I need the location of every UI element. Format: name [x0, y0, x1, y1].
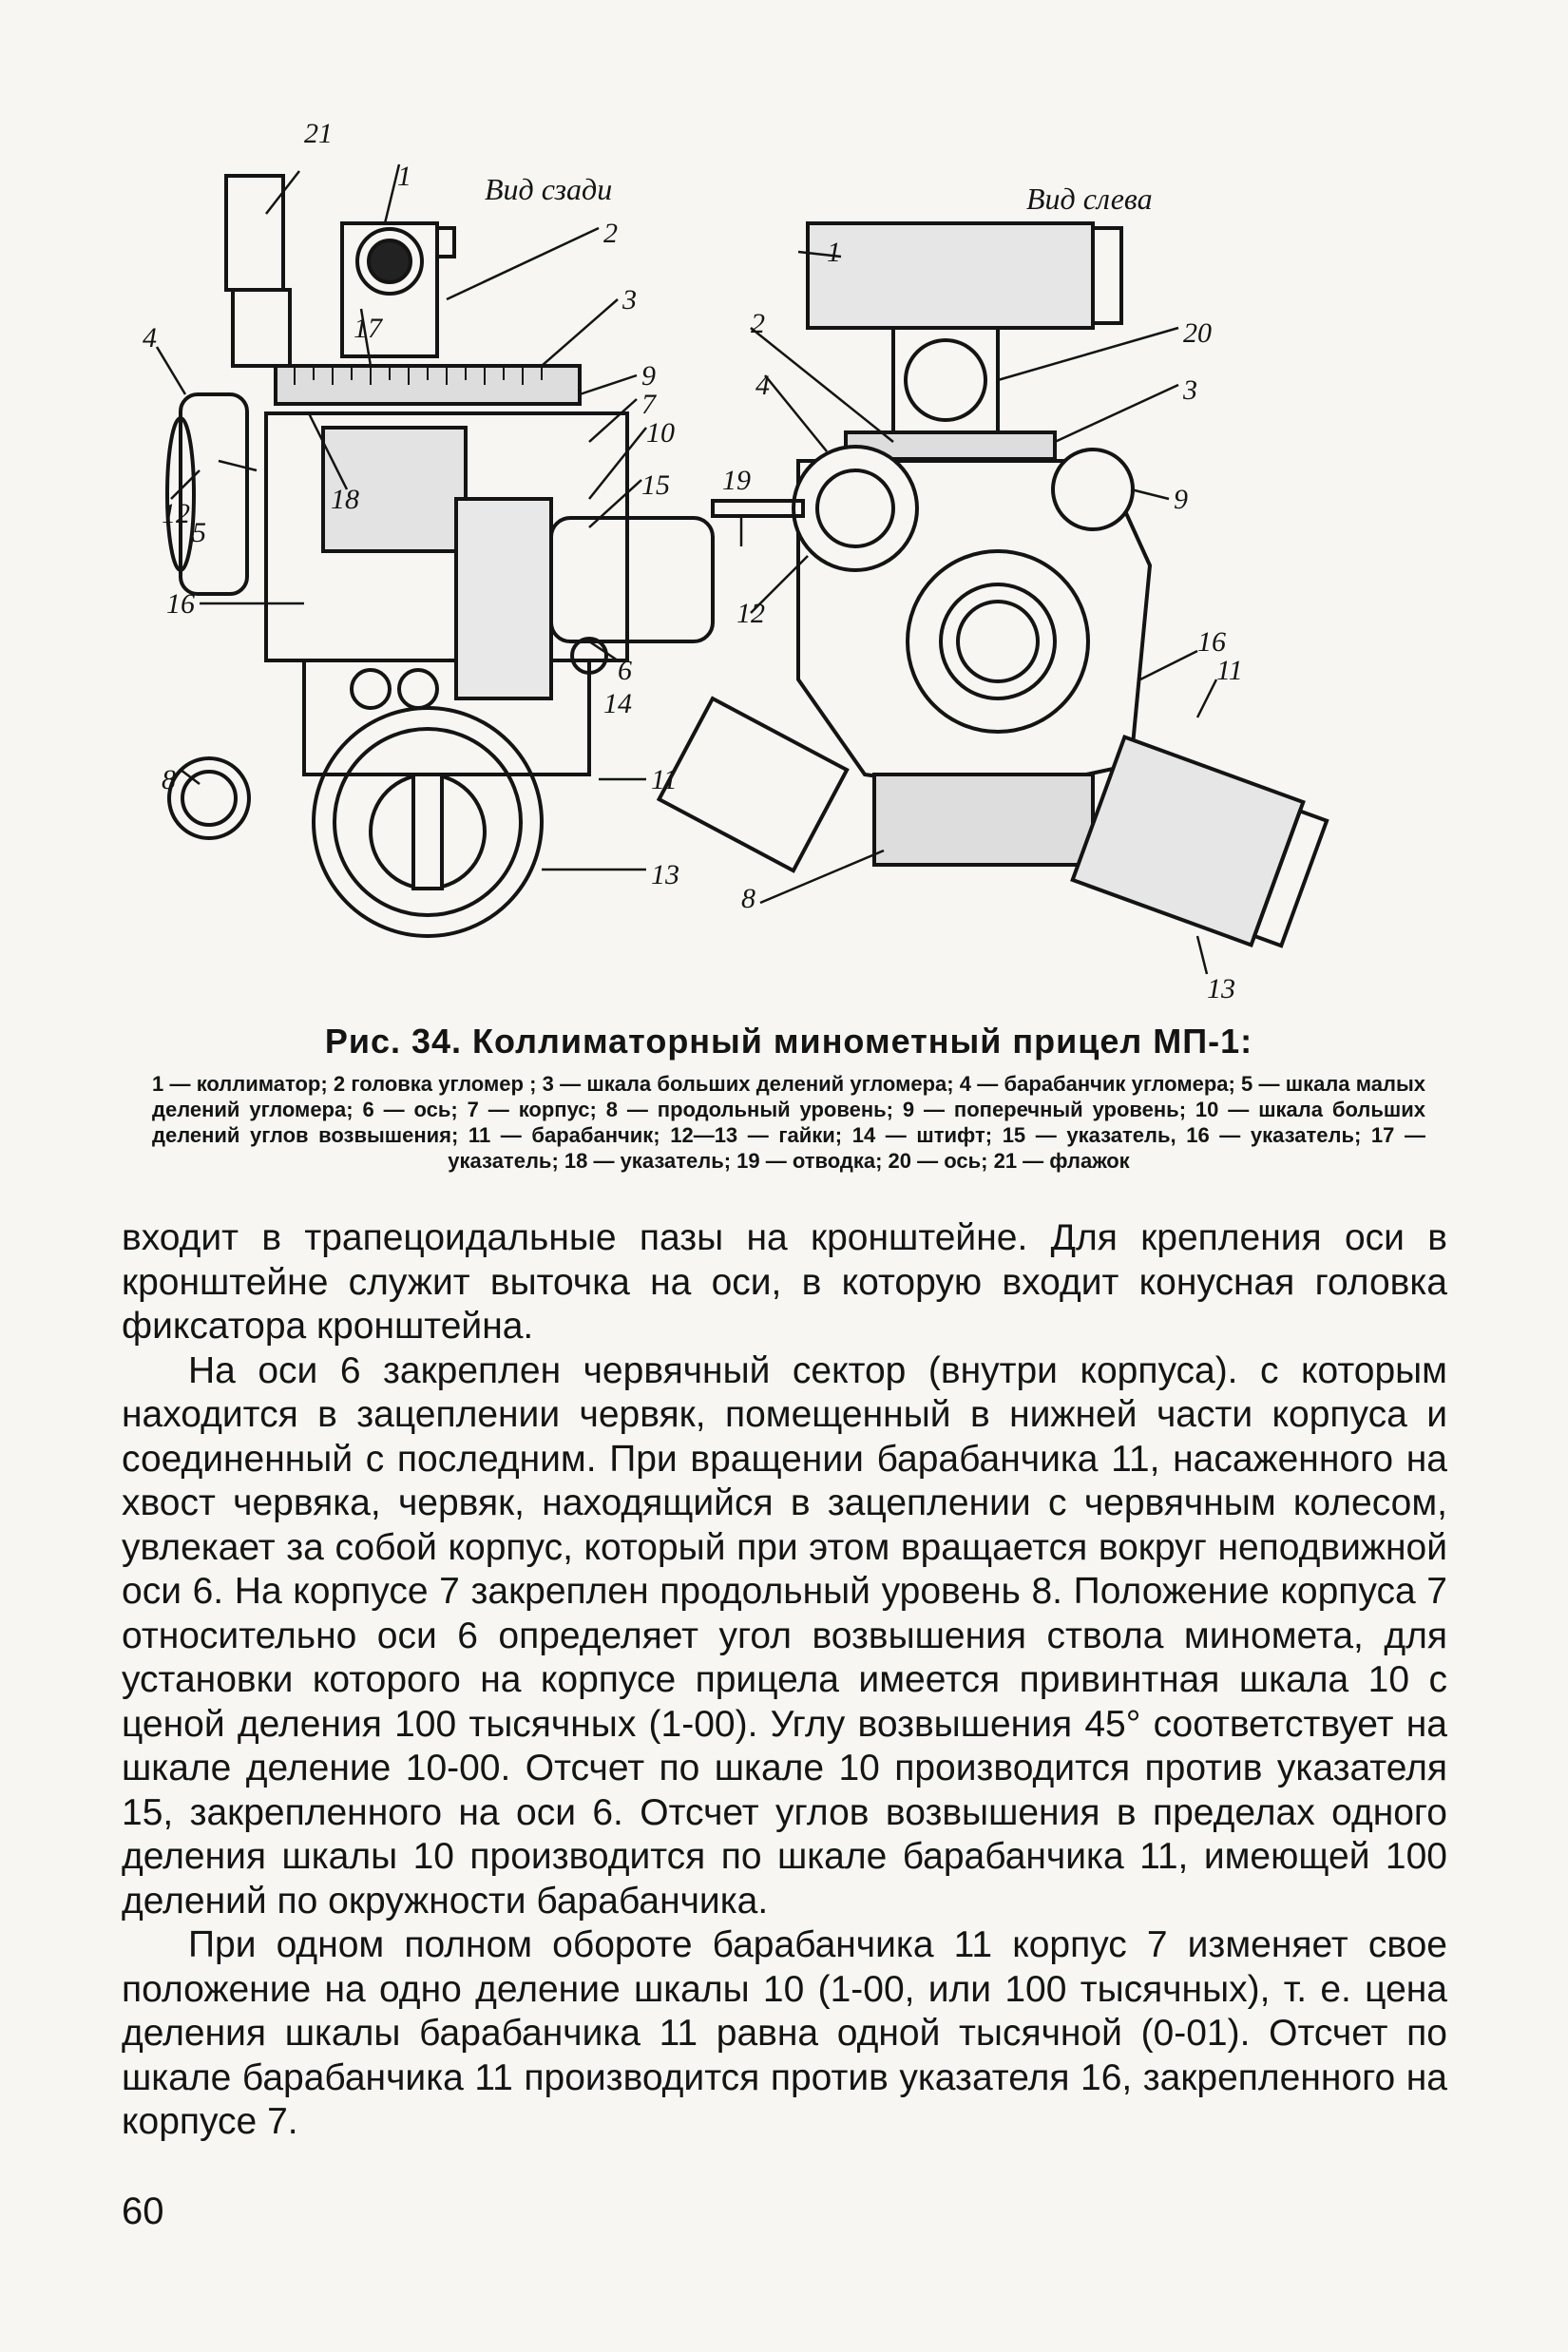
caption-legend: 1 — коллиматор; 2 головка угломер ; 3 — шкала больших делений угломера; 4 — барабанчик угломера; 5 — шкала малых делений угломера; 6 — ось; 7 — корпус; 8 — продольный уровень; 9 — поперечный уровень; 10 — шкала больших делений углов возвышения; 11 — барабанчик; 12—13 — гайки; 14 — штифт; 15 — указатель, 16 — указатель; 17 — указатель; 18 — указатель; 19 — отводка; 20 — ось; 21 — флажок: [152, 1072, 1425, 1173]
figure-caption: [152, 1022, 1425, 1174]
paragraph-2: На оси 6 закреплен червячный сектор (внутри корпуса). с которым находится в зацеплении червяк, помещенный в нижней части корпуса и соединенный с последним. При вращении барабанчика 11, насаженного на хвост червяка, червяк, находящийся в зацеплении с червячным колесом, увлекает за собой корпус, который при этом вращается вокруг неподвижной оси 6. На корпусе 7 закреплен продольный уровень 8. Положение корпуса 7 относительно оси 6 определяет угол возвышения ствола миномета, для установки которого на корпусе прицела имеется привинтная шкала 10 с ценой деления 100 тысячных (1-00). Углу возвышения 45° соответствует на шкале деление 10-00. Отсчет по шкале 10 производится против указателя 15, закрепленного на оси 6. Отсчет углов возвышения в пределах одного деления шкалы 10 производится по шкале барабанчика 11, имеющей 100 делений по окружности барабанчика.: [122, 1349, 1447, 1922]
paragraph-1: входит в трапецоидальные пазы на кронштейне. Для крепления оси в кронштейне служит выточка на оси, в которую входит конусная головка фиксатора кронштейна.: [122, 1217, 1447, 1347]
callout-left-4: 4: [755, 370, 770, 401]
callout-left-20: 20: [1183, 317, 1212, 349]
page-number: 60: [122, 2190, 164, 2232]
callout-9: 9: [641, 360, 656, 392]
callout-12: 12: [162, 498, 190, 529]
callout-3: 3: [622, 284, 637, 316]
figure-34: [143, 109, 1435, 1022]
sight-drawing: [143, 109, 1435, 1022]
callout-8: 8: [162, 764, 176, 795]
callout-15: 15: [641, 469, 670, 501]
body-text: [122, 1216, 1447, 2145]
callout-left-3: 3: [1183, 374, 1197, 406]
callout-6: 6: [618, 655, 632, 686]
callout-left-16: 16: [1197, 626, 1226, 658]
callout-left-12: 12: [736, 598, 765, 629]
callout-18: 18: [331, 484, 359, 515]
callout-16: 16: [166, 588, 195, 620]
callout-left-11: 11: [1216, 655, 1243, 686]
callout-4: 4: [143, 322, 157, 354]
callout-13: 13: [651, 859, 679, 890]
callout-11: 11: [651, 764, 678, 795]
callout-left-9: 9: [1174, 484, 1188, 515]
callout-2: 2: [603, 218, 618, 249]
view-left-label: Вид слева: [1026, 182, 1153, 216]
view-back-label: Вид сзади: [485, 172, 613, 206]
callout-left-1: 1: [827, 237, 841, 268]
paragraph-3: При одном полном обороте барабанчика 11 корпус 7 изменяет свое положение на одно деление шкалы 10 (1-00, или 100 тысячных), т. е. цена деления шкалы барабанчика 11 равна одной тысячной (0-01). Отсчет по шкале барабанчика 11 производится против указателя 16, закрепленного на корпусе 7.: [122, 1924, 1447, 2142]
callout-left-2: 2: [751, 308, 765, 339]
callout-left-13: 13: [1207, 973, 1235, 1004]
callout-left-8: 8: [741, 883, 755, 914]
callout-21: 21: [304, 118, 333, 149]
callout-17: 17: [354, 313, 382, 344]
callout-1: 1: [397, 161, 411, 192]
callout-7: 7: [641, 389, 656, 420]
caption-title: Рис. 34. Коллиматорный минометный прицел МП-1:: [324, 1022, 1253, 1061]
callout-10: 10: [646, 417, 675, 449]
callout-left-19: 19: [722, 465, 751, 496]
callout-14: 14: [603, 688, 632, 719]
callout-5: 5: [192, 517, 206, 548]
